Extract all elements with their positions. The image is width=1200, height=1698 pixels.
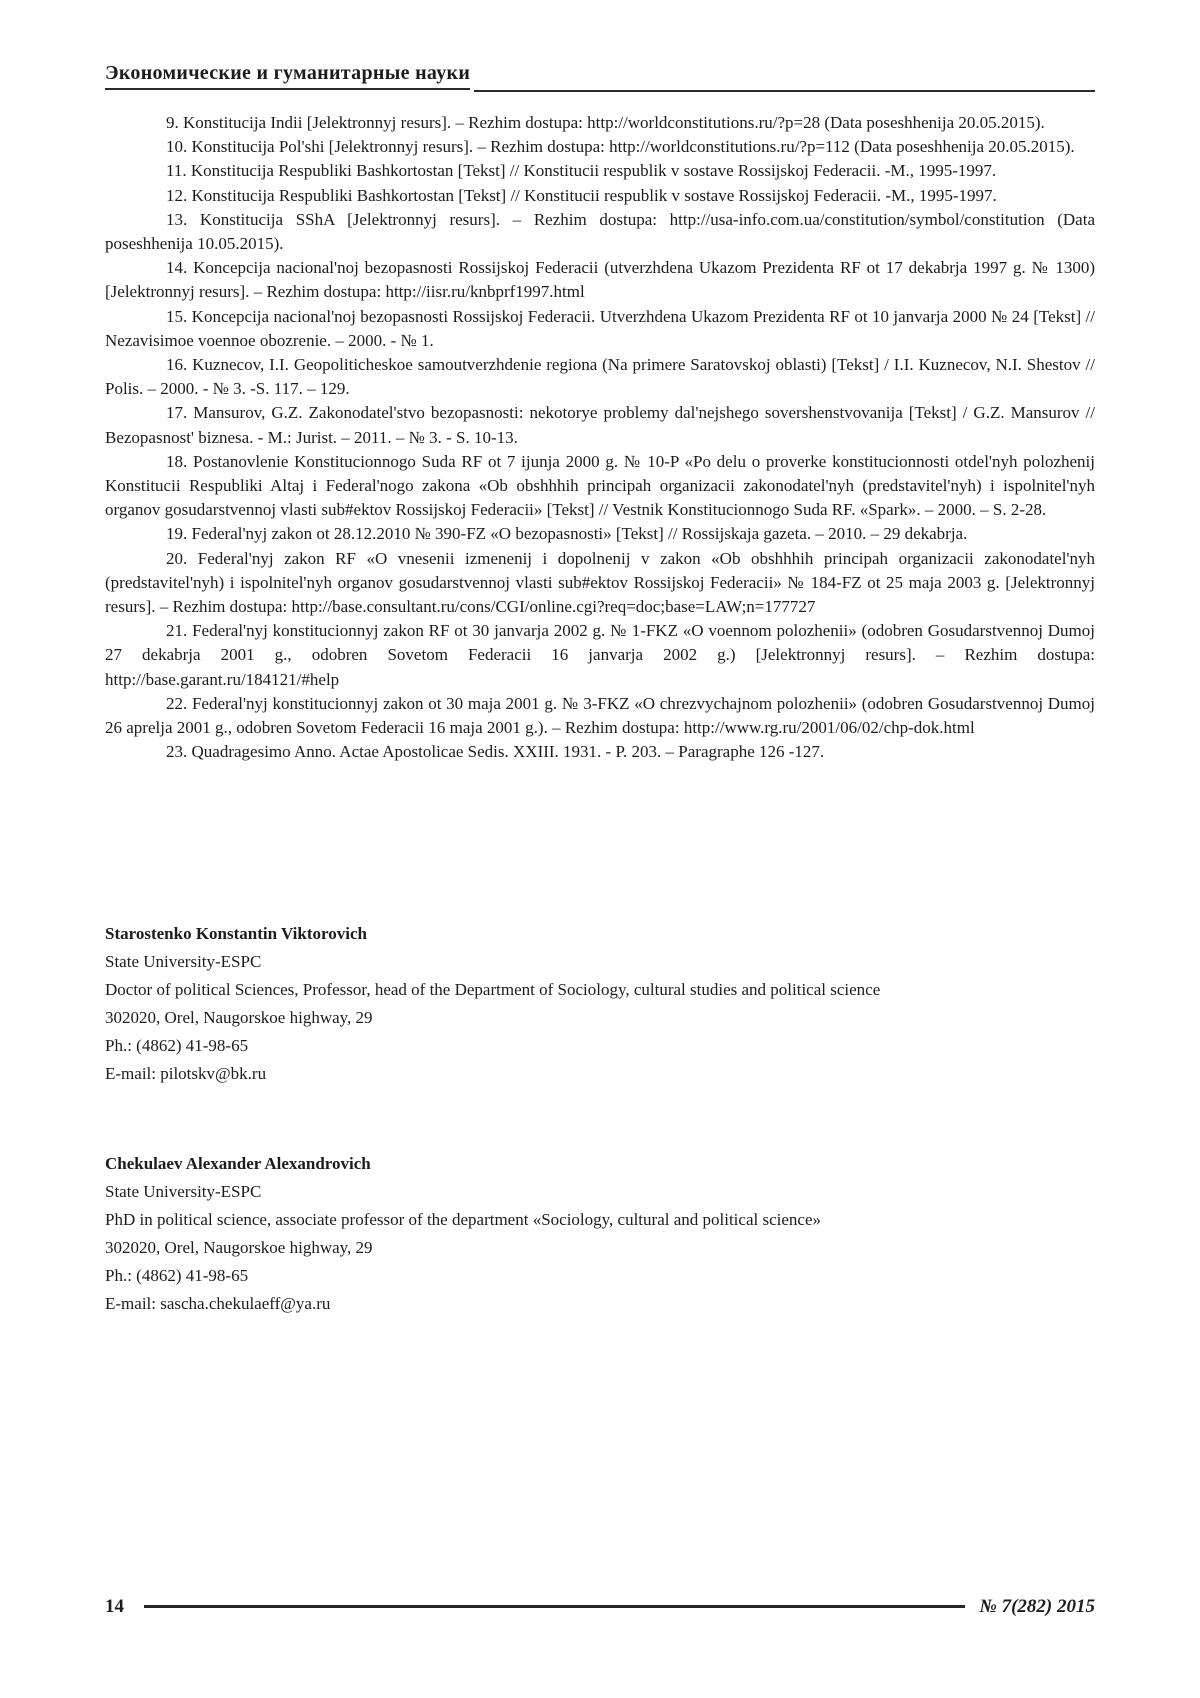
author-affiliation: State University-ESPC (105, 952, 262, 972)
reference-item: 23. Quadragesimo Anno. Actae Apostolicae Sedis. XXIII. 1931. - P. 203. – Paragraphe 126 -127. (166, 742, 825, 762)
page-number: 14 (105, 1596, 124, 1617)
author-phone: Ph.: (4862) 41-98-65 (105, 1266, 249, 1286)
reference-item: 22. Federal'nyj konstitucionnyj zakon ot 30 maja 2001 g. № 3-FKZ «O chrezvychajnom polozhenii» (odobren Gosudarstvennoj Dumoj 26 aprelja 2001 g., odobren Sovetom Federacii 16 maja 2001 g.). – Rezhim dostupa: http://www.rg.ru/2001/06/02/chp-dok.html (105, 693, 1095, 738)
author-address: 302020, Orel, Naugorskoe highway, 29 (105, 1008, 373, 1028)
reference-item: 9. Konstitucija Indii [Jelektronnyj resurs]. – Rezhim dostupa: http://worldconstitutions.ru/?p=28 (Data poseshhenija 20.05.2015). (166, 113, 1045, 132)
author-email: E-mail: pilotskv@bk.ru (105, 1064, 267, 1084)
reference-item: 15. Koncepcija nacional'noj bezopasnosti Rossijskoj Federacii. Utverzhdena Ukazom Prezidenta RF ot 10 janvarja 2000 № 24 [Tekst] // Nezavisimoe voennoe obozrenie. – 2000. - № 1. (105, 306, 1095, 350)
issue-label: № 7(282) 2015 (979, 1596, 1095, 1617)
page-content (0, 62, 1200, 1318)
running-header-rule (474, 90, 1095, 92)
reference-item: 21. Federal'nyj konstitucionnyj zakon RF ot 30 janvarja 2002 g. № 1-FKZ «O voennom polozhenii» (odobren Gosudarstvennoj Dumoj 27 dekabrja 2001 g., odobren Sovetom Federacii 16 janvarja 2002 g.) [Jelektronnyj resurs]. – Rezhim dostupa: http://base.garant.ru/184121/#help (105, 621, 1095, 689)
author-block (105, 920, 1095, 1088)
page-footer (105, 1597, 1095, 1616)
reference-item: 18. Postanovlenie Konstitucionnogo Suda RF ot 7 ijunja 2000 g. № 10-P «Po delu o proverke konstitucionnosti otdel'nyh polozhenij Konstitucii Respubliki Altaj i Federal'nogo zakona «Ob obshhhih principah organizacii zakonodatel'nyh (predstavitel'nyh) i ispolnitel'nyh organov gosudarstvennoj vlasti sub#ektov Rossijskoj Federacii» [Tekst] // Vestnik Konstitucionnogo Suda RF. «Spark». – 2000. – S. 2-28. (105, 451, 1095, 520)
reference-item: 12. Konstitucija Respubliki Bashkortostan [Tekst] // Konstitucii respublik v sostave Rossijskoj Federacii. -M., 1995-1997. (166, 185, 997, 205)
author-name: Chekulaev Alexander Alexandrovich (105, 1154, 371, 1174)
author-position: PhD in political science, associate professor of the department «Sociology, cultural and political science» (105, 1210, 821, 1230)
author-address: 302020, Orel, Naugorskoe highway, 29 (105, 1238, 373, 1258)
footer-rule (144, 1605, 965, 1608)
references-section (105, 111, 1095, 764)
reference-item: 10. Konstitucija Pol'shi [Jelektronnyj resurs]. – Rezhim dostupa: http://worldconstitutions.ru/?p=112 (Data poseshhenija 20.05.2015). (166, 137, 1075, 157)
reference-item: 16. Kuznecov, I.I. Geopoliticheskoe samoutverzhdenie regiona (Na primere Saratovskoj oblasti) [Tekst] / I.I. Kuznecov, N.I. Shestov // Polis. – 2000. - № 3. -S. 117. – 129. (105, 355, 1095, 399)
reference-item: 17. Mansurov, G.Z. Zakonodatel'stvo bezopasnosti: nekotorye problemy dal'nejshego sovershenstvovanija [Tekst] / G.Z. Mansurov // Bezopasnost' biznesa. - M.: Jurist. – 2011. – № 3. - S. 10-13. (105, 403, 1095, 447)
reference-item: 13. Konstitucija SShA [Jelektronnyj resurs]. – Rezhim dostupa: http://usa-info.com.ua/constitution/symbol/constitution (Data poseshhenija 10.05.2015). (105, 209, 1095, 254)
author-block (105, 1150, 1095, 1318)
author-name: Starostenko Konstantin Viktorovich (105, 924, 367, 944)
reference-item: 19. Federal'nyj zakon ot 28.12.2010 № 390-FZ «O bezopasnosti» [Tekst] // Rossijskaja gazeta. – 2010. – 29 dekabrja. (166, 524, 968, 544)
running-header-title: Экономические и гуманитарные науки (105, 62, 470, 90)
author-position: Doctor of political Sciences, Professor, head of the Department of Sociology, cultural studies and political science (105, 980, 881, 1000)
reference-item: 20. Federal'nyj zakon RF «O vnesenii izmenenij i dopolnenij v zakon «Ob obshhhih principah organizacii zakonodatel'nyh (predstavitel'nyh) i ispolnitel'nyh organov gosudarstvennoj vlasti sub#ektov Rossijskoj Federacii» № 184-FZ ot 25 maja 2003 g. [Jelektronnyj resurs]. – Rezhim dostupa: http://base.consultant.ru/cons/CGI/online.cgi?req=doc;base=LAW;n=177727 (105, 548, 1095, 617)
reference-item: 11. Konstitucija Respubliki Bashkortostan [Tekst] // Konstitucii respublik v sostave Rossijskoj Federacii. -M., 1995-1997. (166, 161, 997, 181)
author-affiliation: State University-ESPC (105, 1182, 262, 1202)
running-header (105, 62, 1095, 90)
author-email: E-mail: sascha.chekulaeff@ya.ru (105, 1294, 331, 1314)
authors-section (105, 920, 1095, 1318)
reference-item: 14. Koncepcija nacional'noj bezopasnosti Rossijskoj Federacii (utverzhdena Ukazom Prezidenta RF ot 17 dekabrja 1997 g. № 1300) [Jelektronnyj resurs]. – Rezhim dostupa: http://iisr.ru/knbprf1997.html (105, 258, 1095, 302)
author-phone: Ph.: (4862) 41-98-65 (105, 1036, 249, 1056)
